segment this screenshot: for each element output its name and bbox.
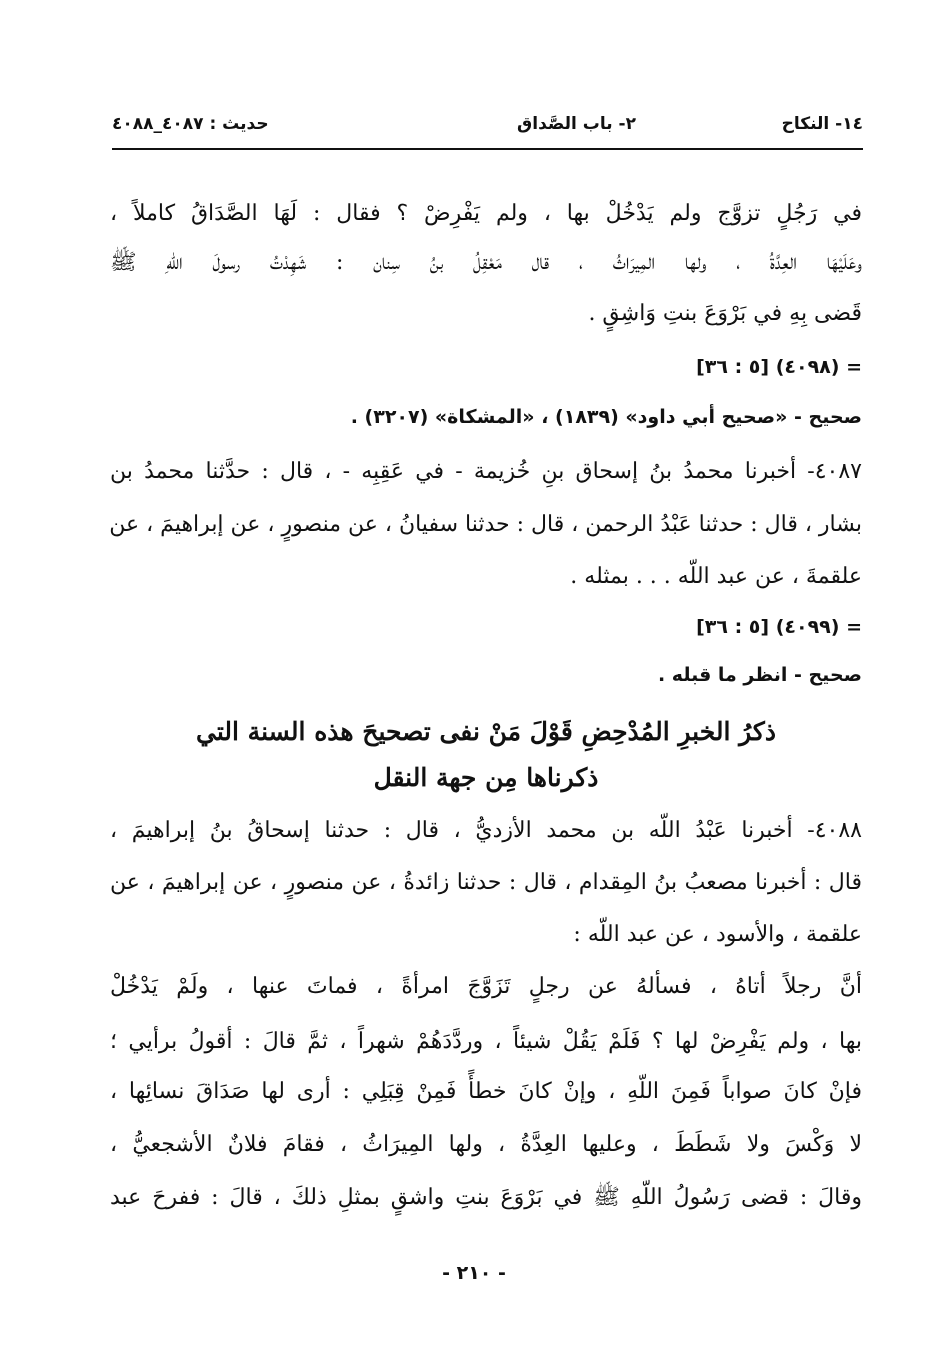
text-line: أنَّ رجلاً أتاهُ ، فسألهُ عن رجلٍ تَزَوَّجَ امرأةً ، فماتَ عنها ، ولَمْ يَدْخُلْ	[110, 974, 862, 999]
cross-reference: = (٤٠٩٩) [٥ : ٣٦]	[696, 616, 862, 638]
text-line: ٤٠٨٧- أخبرنا محمدُ بنُ إسحاق بنِ خُزيمة - في عَقِبِه - ، قال : حدَّثنا محمدُ بن	[110, 459, 862, 484]
text-line: فإنْ كانَ صواباً فَمِنَ اللّهِ ، وإنْ كانَ خطأً فَمِنْ قِبَلِي : أرى لها صَدَاقَ نسائِها ،	[110, 1079, 862, 1104]
page-number: - ٢١٠ -	[442, 1262, 506, 1284]
header-bab-title: ٢- باب الصَّداق	[517, 114, 636, 134]
text-line: علقمة ، والأسود ، عن عبد اللّه :	[573, 922, 862, 947]
text-line: قَضى بِهِ في بَرْوَعَ بنتِ وَاشِقٍ .	[588, 301, 862, 326]
header-hadith-range: حديث : ٤٠٨٧_٤٠٨٨	[112, 114, 269, 134]
header-chapter: ١٤- النكاح	[781, 114, 863, 134]
text-line: بها ، ولم يَفْرِضْ لها ؟ فَلَمْ يَقُلْ شيئاً ، وردَّدَهُمْ شهراً ، ثمَّ قالَ : أقولُ برأيي ؛	[110, 1029, 862, 1054]
text-line: قال : أخبرنا مصعبُ بنُ المِقدام ، قال : حدثنا زائدةُ ، عن منصورٍ ، عن إبراهيمَ ، عن	[110, 870, 862, 895]
section-heading-line1: ذكرُ الخبرِ المُدْحِضِ قَوْلَ مَنْ نفى تصحيحَ هذه السنة التي	[196, 717, 776, 746]
hadith-grade: صحيح - انظر ما قبله .	[657, 664, 862, 686]
running-header	[112, 110, 863, 144]
text-line: في رَجُلٍ تزوَّج ولم يَدْخُلْ بها ، ولم يَفْرِضْ ؟ فقال : لَهَا الصَّدَاقُ كاملاً ،	[110, 201, 862, 226]
text-line: وقالَ : قضى رَسُولُ اللّهِ ﷺ في بَرْوَعَ بنتِ واشقٍ بمثلِ ذلكَ ، قالَ : ففرحَ عبد	[110, 1185, 862, 1210]
text-line: بشار ، قال : حدثنا عَبْدُ الرحمن ، قال : حدثنا سفيانُ ، عن منصورٍ ، عن إبراهيمَ ، عن	[109, 512, 862, 537]
text-line: علقمةَ ، عن عبد اللّه . . . بمثله .	[570, 564, 862, 589]
text-line: وعَلَيْهَا العِدَّةُ ، ولها المِيرَاثُ ، قال مَعْقِلُ بنُ سِنان : شَهِدْتُ رسولَ اللّهِ ﷺ	[110, 250, 862, 275]
text-line: ٤٠٨٨- أخبرنا عَبْدُ اللّه بن محمد الأزديُّ ، قال : حدثنا إسحاقُ بنُ إبراهيمَ ،	[110, 818, 862, 843]
section-heading-line2: ذكرناها مِن جهة النقل	[373, 763, 599, 792]
cross-reference: = (٤٠٩٨) [٥ : ٣٦]	[696, 356, 862, 378]
text-line: لا وَكْسَ ولا شَطَطَ ، وعليها العِدَّةُ ، ولها المِيرَاثُ ، فقامَ فلانٌ الأشجعيُّ ،	[110, 1132, 862, 1157]
header-rule	[112, 148, 863, 150]
hadith-grade: صحيح - «صحيح أبي داود» (١٨٣٩) ، «المشكاة» (٣٢٠٧) .	[350, 406, 862, 428]
